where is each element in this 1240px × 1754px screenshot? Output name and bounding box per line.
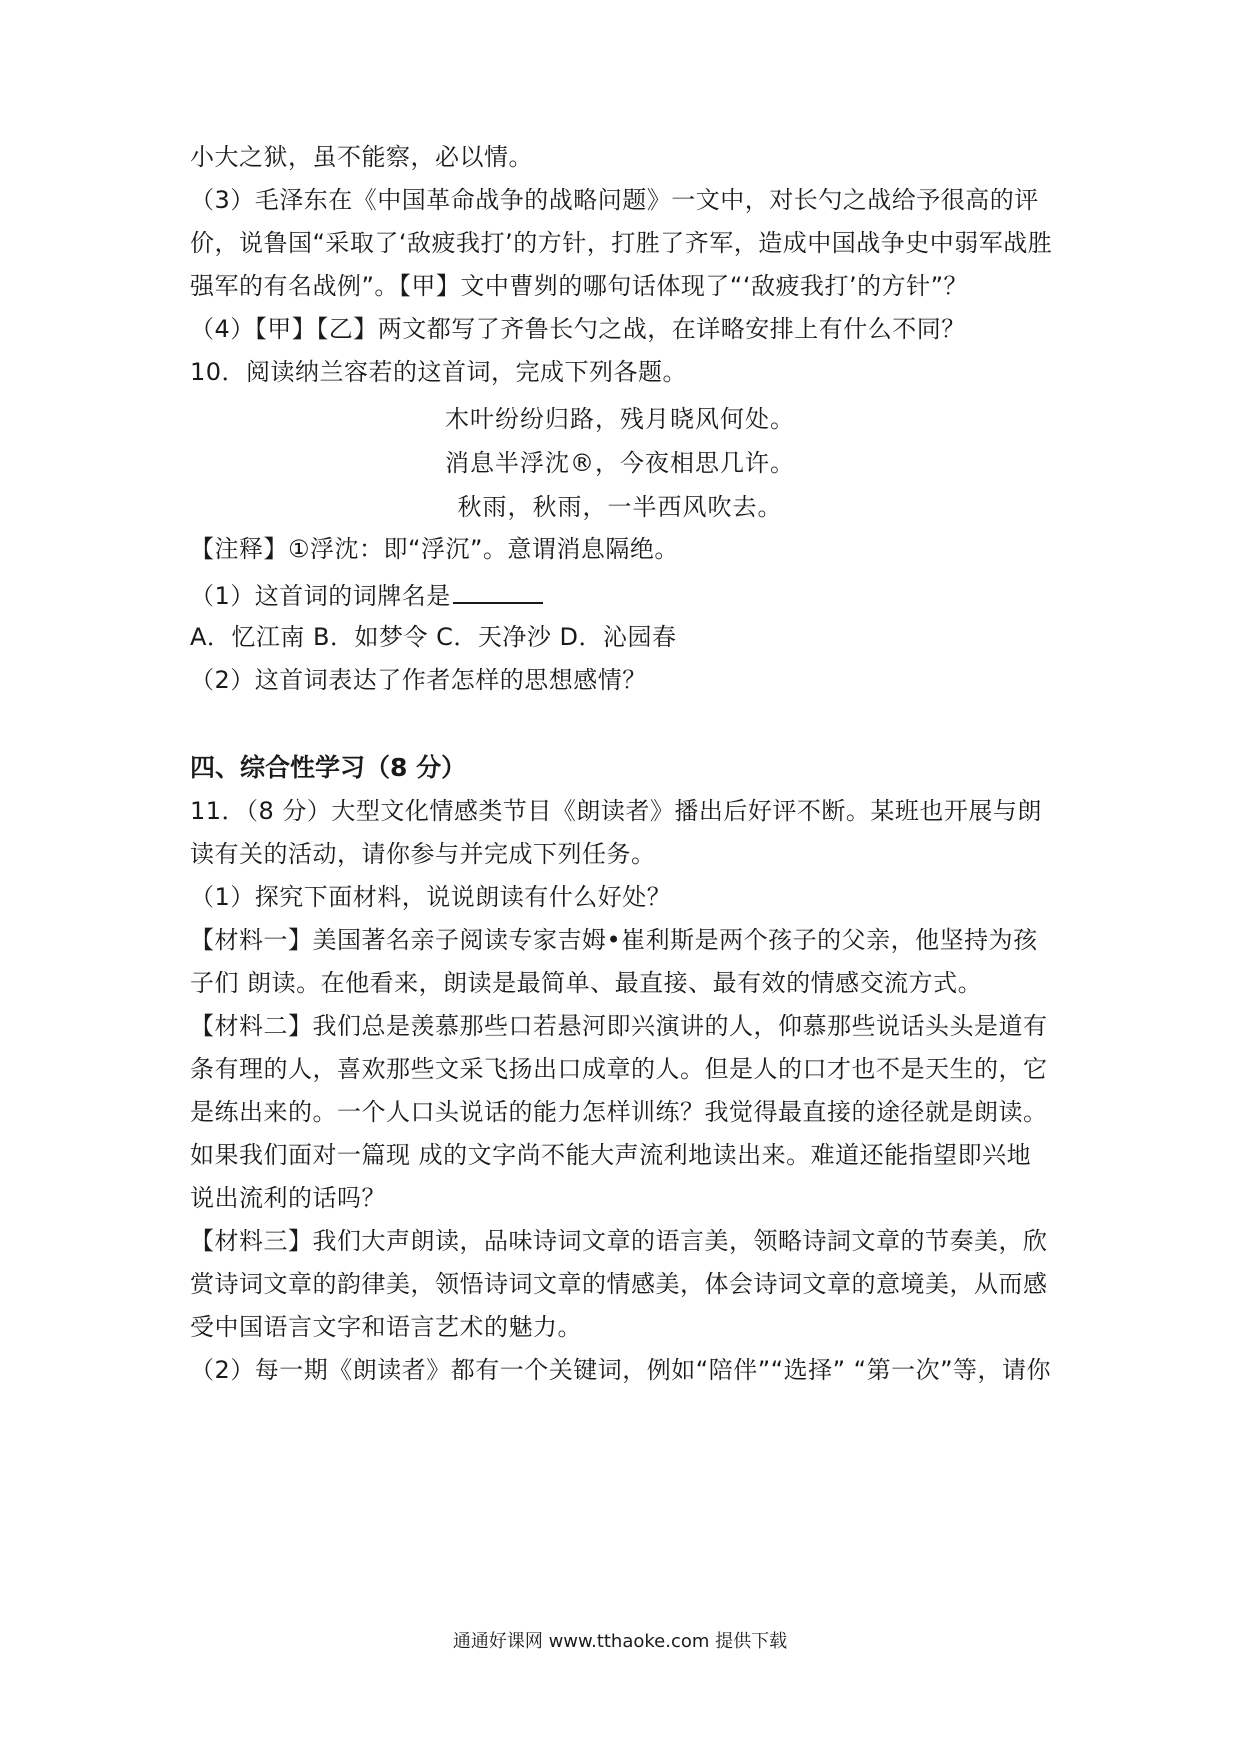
question-9-3-line-1: （3）毛泽东在《中国革命战争的战略问题》一文中，对长勺之战给予很高的评 <box>190 186 1039 214</box>
question-10-heading: 10．阅读纳兰容若的这首词，完成下列各题。 <box>190 358 688 386</box>
question-11-1: （1）探究下面材料，说说朗读有什么好处？ <box>190 883 672 911</box>
material-2-line-2: 条有理的人，喜欢那些文采飞扬出口成章的人。但是人的口才也不是天生的，它 <box>190 1055 1048 1083</box>
question-11-line-2: 读有关的活动，请你参与并完成下列任务。 <box>190 840 656 868</box>
question-9-4: （4）【甲】【乙】两文都写了齐鲁长勺之战，在详略安排上有什么不同？ <box>190 315 966 343</box>
material-2-line-4: 如果我们面对一篇现 成的文字尚不能大声流利地读出来。难道还能指望即兴地 <box>190 1141 1032 1169</box>
poem-note: 【注释】①浮沈：即“浮沉”。意谓消息隔绝。 <box>190 535 679 563</box>
answer-blank <box>453 578 543 604</box>
material-2-line-5: 说出流利的话吗？ <box>190 1184 386 1212</box>
material-3-line-2: 赏诗词文章的韵律美，领悟诗词文章的情感美，体会诗词文章的意境美，从而感 <box>190 1270 1048 1298</box>
section-4-title: 四、综合性学习（8 分） <box>190 753 467 782</box>
question-10-1 <box>190 578 1060 612</box>
material-3-line-3: 受中国语言文字和语言艺术的魅力。 <box>190 1313 582 1341</box>
poem-line-1: 木叶纷纷归路，残月晓风何处。 <box>445 405 795 433</box>
material-2-line-3: 是练出来的。一个人口头说话的能力怎样训练？我觉得最直接的途径就是朗读。 <box>190 1098 1048 1126</box>
question-11-2: （2）每一期《朗读者》都有一个关键词，例如“陪伴”“选择” “第一次”等，请你 <box>190 1356 1051 1384</box>
text-line: 小大之狱，虽不能察，必以情。 <box>190 143 533 171</box>
page-footer: 通通好课网 www.tthaoke.com 提供下载 <box>452 1631 788 1652</box>
question-11-line-1: 11．（8 分）大型文化情感类节目《朗读者》播出后好评不断。某班也开展与朗 <box>190 797 1042 825</box>
question-9-3-line-2: 价，说鲁国“采取了‘敌疲我打’的方针，打胜了齐军，造成中国战争史中弱军战胜 <box>190 229 1053 257</box>
material-1-line-2: 子们 朗读。在他看来，朗读是最简单、最直接、最有效的情感交流方式。 <box>190 969 983 997</box>
material-1-line-1: 【材料一】美国著名亲子阅读专家吉姆•崔利斯是两个孩子的父亲，他坚持为孩 <box>190 926 1038 954</box>
question-10-2: （2）这首词表达了作者怎样的思想感情？ <box>190 666 647 694</box>
question-9-3-line-3: 强军的有名战例”。【甲】文中曹刿的哪句话体现了“‘敌疲我打’的方针”？ <box>190 272 969 300</box>
poem-line-2: 消息半浮沈®，今夜相思几许。 <box>445 449 795 477</box>
material-3-line-1: 【材料三】我们大声朗读，品味诗词文章的语言美，领略诗詞文章的节奏美，欣 <box>190 1227 1048 1255</box>
question-10-1-options: A．忆江南 B．如梦令 C．天净沙 D．沁园春 <box>190 623 677 651</box>
material-2-line-1: 【材料二】我们总是羡慕那些口若悬河即兴演讲的人，仰慕那些说话头头是道有 <box>190 1012 1048 1040</box>
poem-line-3: 秋雨，秋雨，一半西风吹去。 <box>457 493 783 521</box>
question-10-1-text: （1）这首词的词牌名是 <box>190 582 451 610</box>
